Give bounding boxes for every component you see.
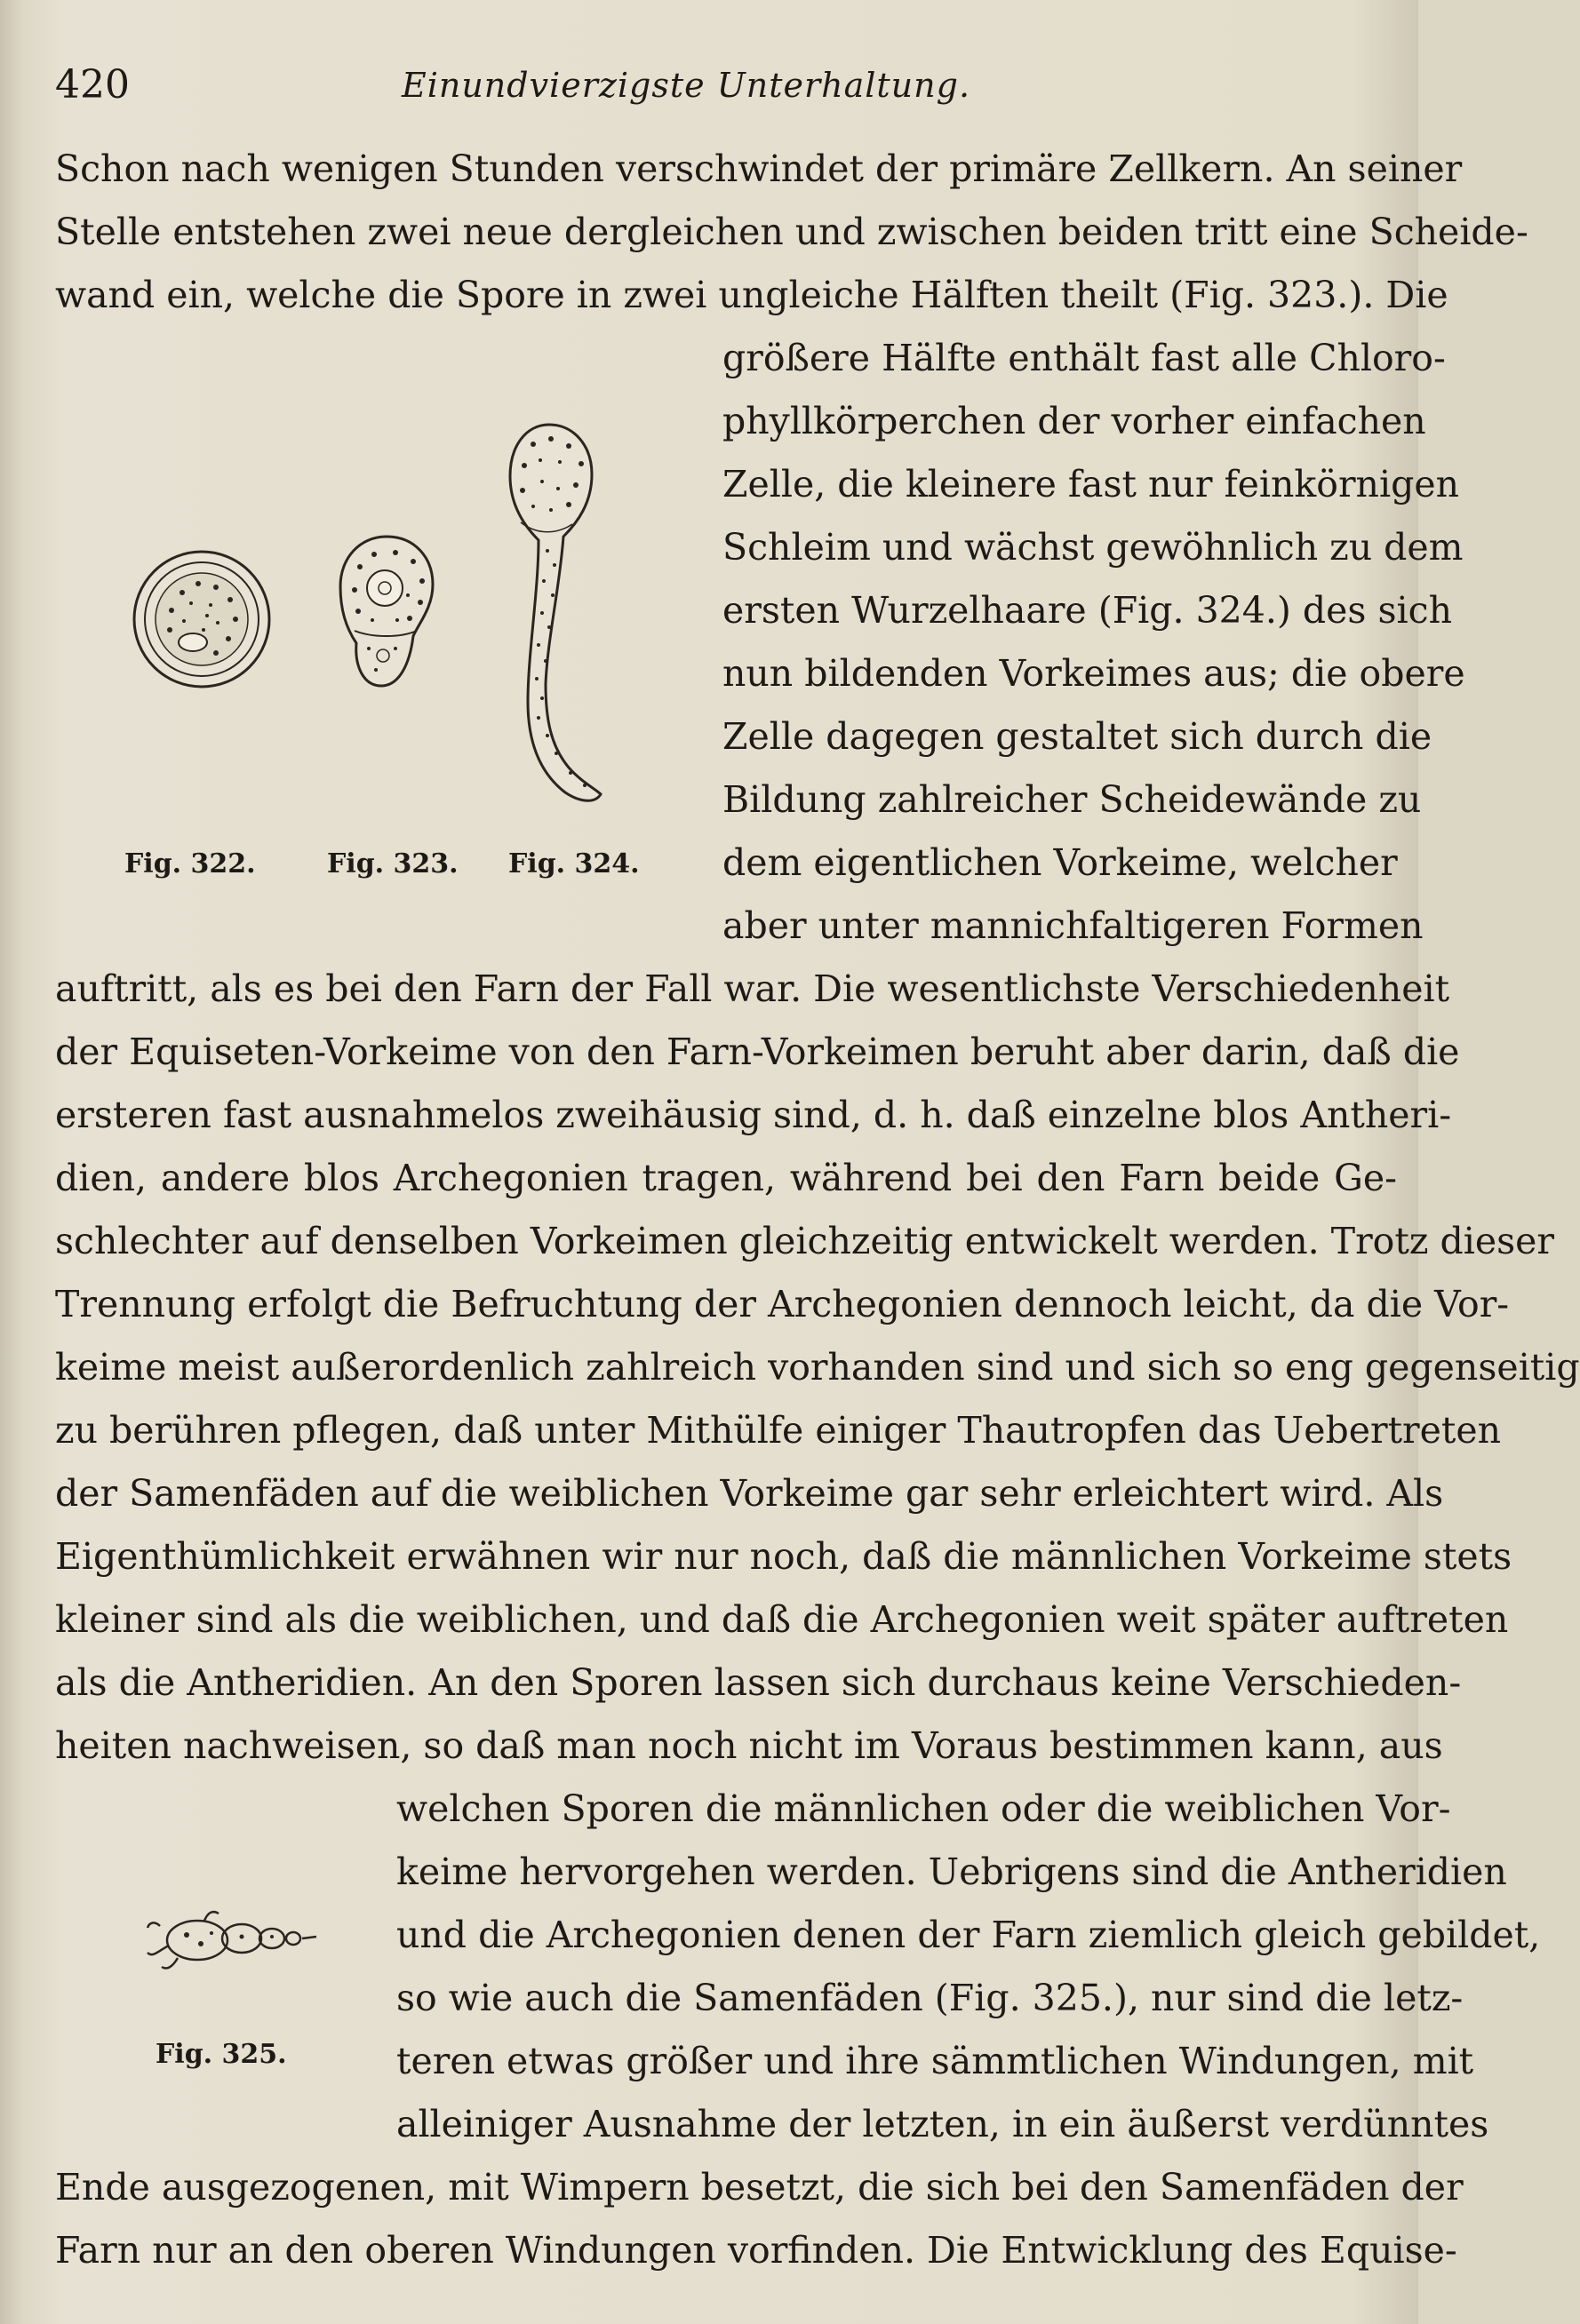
text-line-31: teren etwas größer und ihre sämmtlichen Windungen, mit <box>396 2040 1474 2082</box>
text-line-22: der Samenfäden auf die weiblichen Vorkeime gar sehr erleichtert wird. Als <box>55 1472 1444 1515</box>
text-line-24: kleiner sind als die weiblichen, und daß die Archegonien weit später auftreten <box>55 1598 1509 1641</box>
text-line-3: wand ein, welche die Spore in zwei ungleiche Hälften theilt (Fig. 323.). Die <box>55 274 1448 316</box>
figure-324-root-hair <box>498 418 613 808</box>
text-line-34: Farn nur an den oberen Windungen vorfinden. Die Entwicklung des Equise- <box>55 2229 1457 2272</box>
text-line-27: welchen Sporen die männlichen oder die weiblichen Vor- <box>396 1787 1451 1830</box>
text-line-18: schlechter auf denselben Vorkeimen gleichzeitig entwickelt werden. Trotz dieser <box>55 1220 1554 1262</box>
text-line-14: auftritt, als es bei den Farn der Fall war. Die wesentlichste Verschiedenheit <box>55 967 1450 1010</box>
figure-322-label: Fig. 322. <box>124 848 256 879</box>
text-line-6: Zelle, die kleinere fast nur feinkörnigen <box>722 463 1459 505</box>
text-line-29: und die Archegonien denen der Farn ziemlich gleich gebildet, <box>396 1914 1541 1956</box>
page-number: 420 <box>55 62 130 107</box>
text-line-2: Stelle entstehen zwei neue dergleichen und zwischen beiden tritt eine Scheide- <box>55 211 1528 253</box>
text-line-12: dem eigentlichen Vorkeime, welcher <box>722 841 1398 884</box>
text-line-15: der Equiseten-Vorkeime von den Farn-Vorkeimen beruht aber darin, daß die <box>55 1031 1460 1073</box>
figure-324-label: Fig. 324. <box>508 848 640 879</box>
text-line-1: Schon nach wenigen Stunden verschwindet der primäre Zellkern. An seiner <box>55 147 1463 190</box>
running-head: Einundvierzigste Unterhaltung. <box>401 66 971 105</box>
text-line-28: keime hervorgehen werden. Uebrigens sind die Antheridien <box>396 1850 1507 1893</box>
text-line-5: phyllkörperchen der vorher einfachen <box>722 400 1426 442</box>
text-line-26: heiten nachweisen, so daß man noch nicht im Voraus bestimmen kann, aus <box>55 1724 1443 1767</box>
text-line-11: Bildung zahlreicher Scheidewände zu <box>722 778 1422 821</box>
figure-323-label: Fig. 323. <box>327 848 459 879</box>
figure-325-label: Fig. 325. <box>156 2039 287 2070</box>
text-line-10: Zelle dagegen gestaltet sich durch die <box>722 715 1432 758</box>
figure-322-spore <box>129 546 275 693</box>
page-header <box>55 62 1317 115</box>
text-line-32: alleiniger Ausnahme der letzten, in ein äußerst verdünntes <box>396 2103 1489 2145</box>
text-line-33: Ende ausgezogenen, mit Wimpern besetzt, die sich bei den Samenfäden der <box>55 2166 1464 2209</box>
text-line-25: als die Antheridien. An den Sporen lassen sich durchaus keine Verschieden- <box>55 1661 1462 1704</box>
text-line-8: ersten Wurzelhaare (Fig. 324.) des sich <box>722 589 1453 632</box>
figure-323-divided-spore <box>333 531 440 691</box>
text-line-21: zu berühren pflegen, daß unter Mithülfe einiger Thautropfen das Uebertreten <box>55 1409 1502 1452</box>
text-line-4: größere Hälfte enthält fast alle Chloro- <box>722 337 1446 379</box>
text-line-7: Schleim und wächst gewöhnlich zu dem <box>722 526 1464 569</box>
figure-325-spermatozoid <box>142 1908 320 1979</box>
text-line-9: nun bildenden Vorkeimes aus; die obere <box>722 652 1465 695</box>
text-line-19: Trennung erfolgt die Befruchtung der Archegonien dennoch leicht, da die Vor- <box>55 1283 1510 1325</box>
text-line-20: keime meist außerordenlich zahlreich vorhanden sind und sich so eng gegenseitig <box>55 1346 1580 1389</box>
text-line-13: aber unter mannichfaltigeren Formen <box>722 904 1424 947</box>
text-line-23: Eigenthümlichkeit erwähnen wir nur noch, daß die männlichen Vorkeime stets <box>55 1535 1512 1578</box>
text-line-16: ersteren fast ausnahmelos zweihäusig sind, d. h. daß einzelne blos Antheri- <box>55 1094 1452 1136</box>
text-line-30: so wie auch die Samenfäden (Fig. 325.), nur sind die letz- <box>396 1977 1464 2019</box>
text-line-17: dien, andere blos Archegonien tragen, während bei den Farn beide Ge- <box>55 1157 1397 1199</box>
